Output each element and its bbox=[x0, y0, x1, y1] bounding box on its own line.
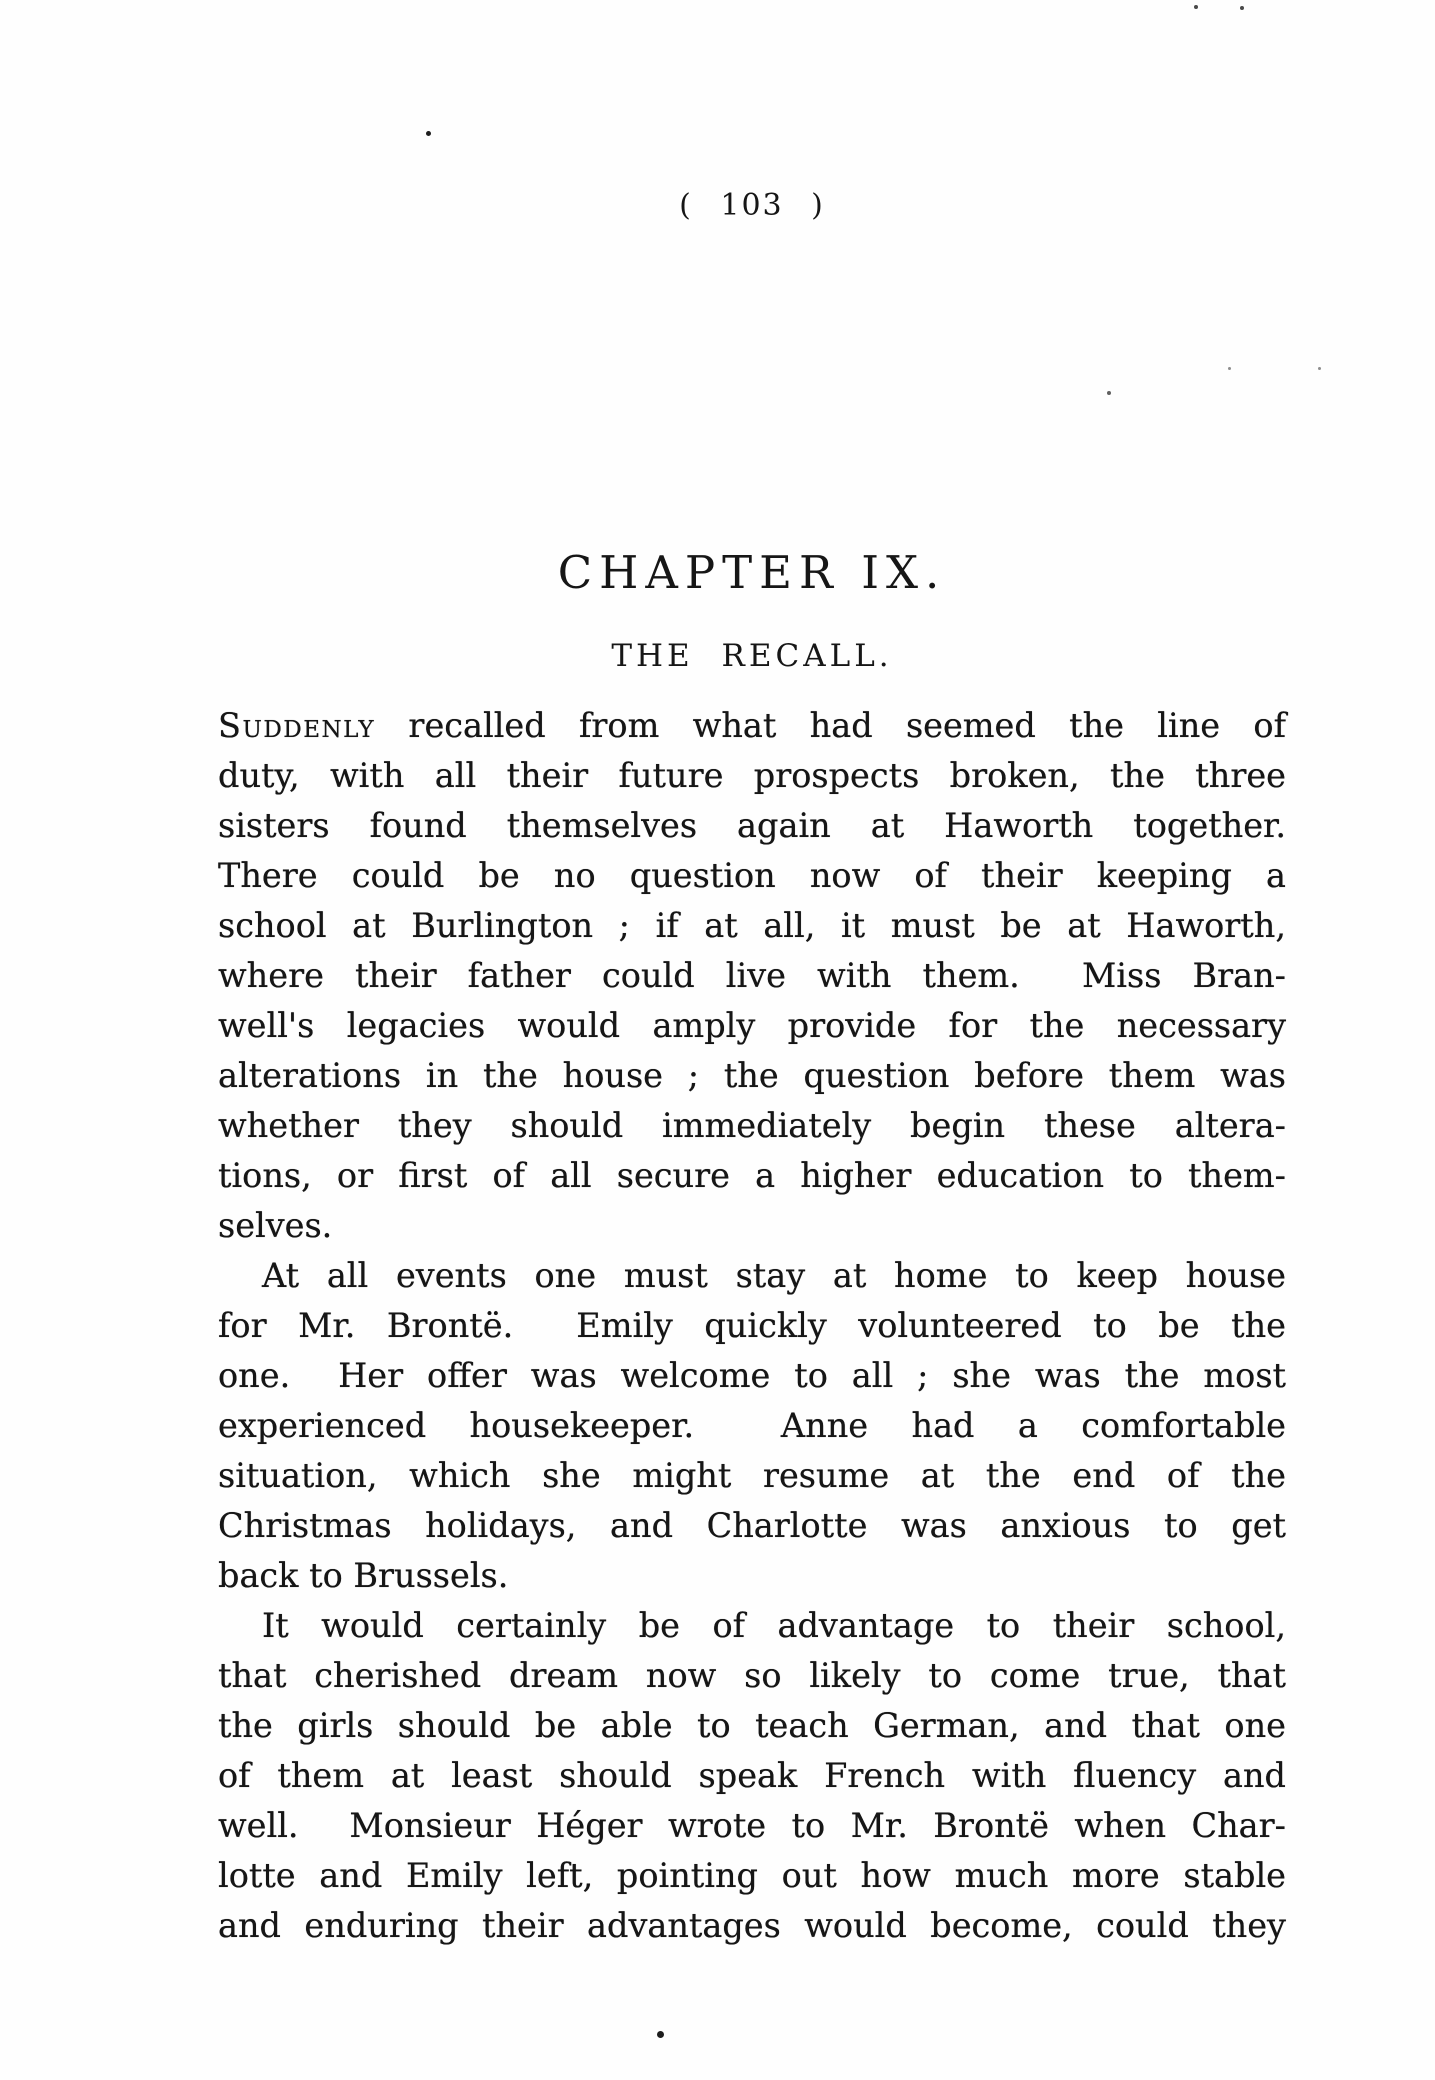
body-line: sisters found themselves again at Haworth together. bbox=[218, 806, 1286, 845]
body-line: selves. bbox=[218, 1206, 333, 1245]
chapter-subtitle: THE RECALL. bbox=[611, 638, 893, 674]
scan-speck bbox=[1228, 367, 1231, 370]
body-line: There could be no question now of their keeping a bbox=[218, 856, 1286, 895]
body-line: Christmas holidays, and Charlotte was anxious to get bbox=[218, 1506, 1286, 1545]
body-line: and enduring their advantages would become, could they bbox=[218, 1906, 1286, 1945]
scan-speck bbox=[426, 131, 431, 136]
body-line: school at Burlington ; if at all, it must be at Haworth, bbox=[218, 906, 1286, 945]
scan-speck bbox=[1240, 6, 1244, 10]
body-line: that cherished dream now so likely to come true, that bbox=[218, 1656, 1286, 1695]
body-line: duty, with all their future prospects broken, the three bbox=[218, 756, 1286, 795]
body-line: where their father could live with them. Miss Bran- bbox=[218, 956, 1286, 995]
body-text bbox=[218, 701, 1286, 1951]
page-number: ( 103 ) bbox=[679, 188, 825, 223]
body-line: It would certainly be of advantage to their school, bbox=[262, 1606, 1286, 1645]
body-line: whether they should immediately begin these altera- bbox=[218, 1106, 1286, 1145]
body-line: situation, which she might resume at the end of the bbox=[218, 1456, 1286, 1495]
body-line: alterations in the house ; the question before them was bbox=[218, 1056, 1286, 1095]
body-line: well. Monsieur Héger wrote to Mr. Brontë when Char- bbox=[218, 1806, 1286, 1845]
body-line: for Mr. Brontë. Emily quickly volunteered to be the bbox=[218, 1306, 1286, 1345]
chapter-heading: CHAPTER IX. bbox=[557, 546, 947, 599]
scan-speck bbox=[657, 2031, 664, 2038]
body-line: At all events one must stay at home to keep house bbox=[262, 1256, 1286, 1295]
body-line: tions, or first of all secure a higher education to them- bbox=[218, 1156, 1286, 1195]
body-line bbox=[218, 701, 1286, 751]
body-line: the girls should be able to teach German, and that one bbox=[218, 1706, 1286, 1745]
body-line: well's legacies would amply provide for the necessary bbox=[218, 1006, 1286, 1045]
body-line: experienced housekeeper. Anne had a comfortable bbox=[218, 1406, 1286, 1445]
body-line: one. Her offer was welcome to all ; she was the most bbox=[218, 1356, 1286, 1395]
body-line: back to Brussels. bbox=[218, 1556, 509, 1595]
body-line: of them at least should speak French with fluency and bbox=[218, 1756, 1286, 1795]
lead-word-smallcaps: Suddenly bbox=[218, 706, 376, 745]
body-line-text: recalled from what had seemed the line of bbox=[375, 706, 1286, 745]
scan-speck bbox=[1194, 5, 1198, 9]
body-line: lotte and Emily left, pointing out how much more stable bbox=[218, 1856, 1286, 1895]
scan-speck bbox=[1318, 367, 1321, 370]
scan-speck bbox=[1107, 391, 1111, 395]
